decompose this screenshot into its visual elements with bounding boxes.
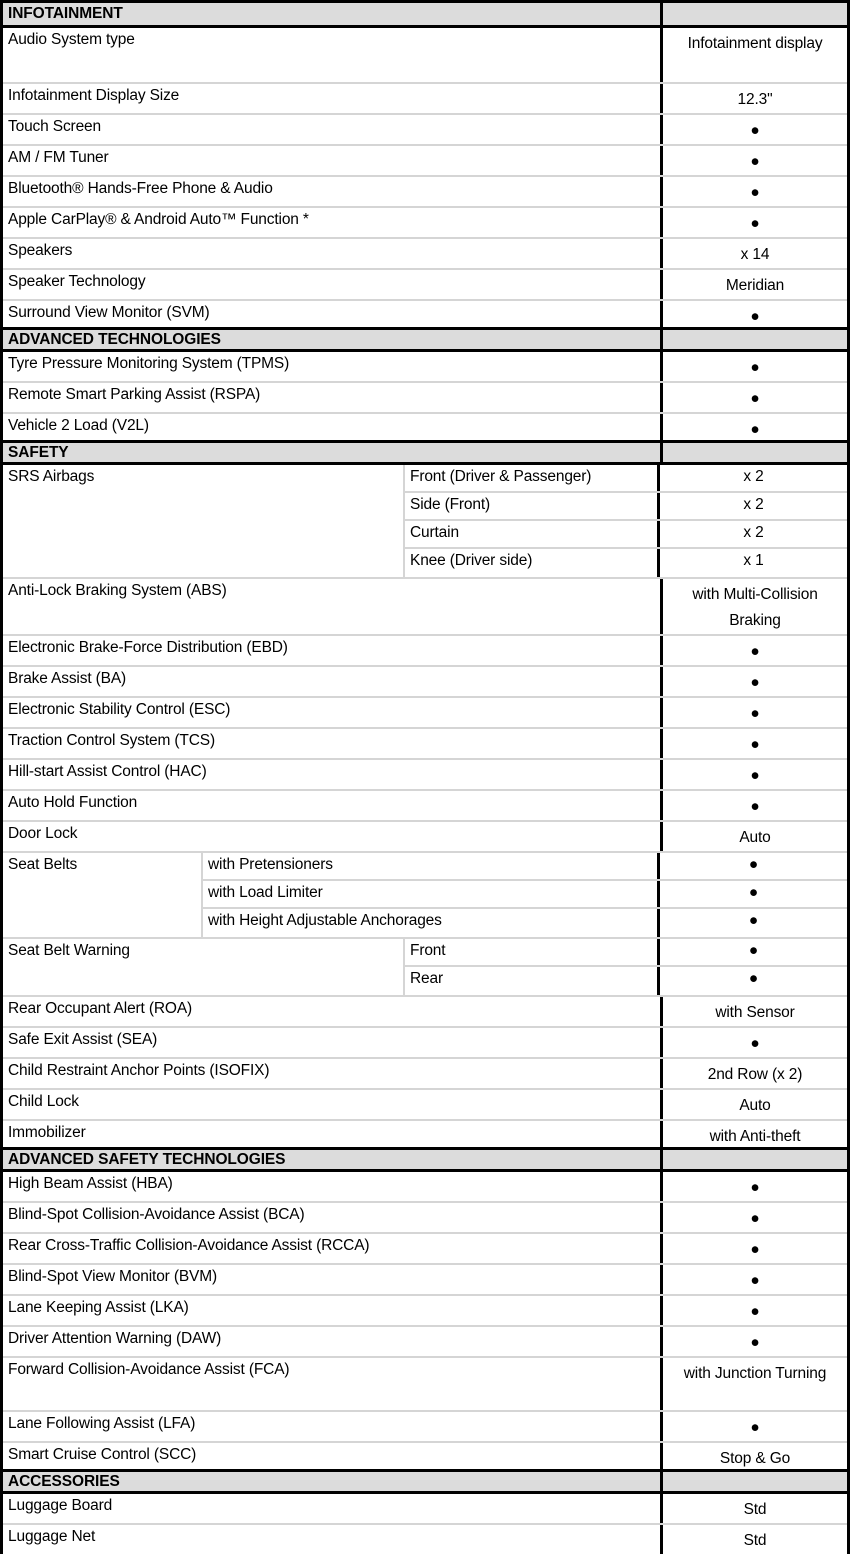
feature-value: ● — [750, 736, 760, 753]
table-row — [3, 1443, 847, 1472]
feature-label: Safe Exit Assist (SEA) — [3, 1028, 663, 1057]
feature-label: Electronic Stability Control (ESC) — [3, 698, 663, 727]
feature-label: Vehicle 2 Load (V2L) — [3, 414, 663, 443]
section-header-advanced-safety-technologies — [3, 1147, 847, 1172]
sub-feature-label: Side (Front) — [405, 493, 660, 519]
table-row — [3, 1296, 847, 1327]
feature-value: ● — [750, 798, 760, 815]
feature-label: Bluetooth® Hands-Free Phone & Audio — [3, 177, 663, 206]
table-row — [3, 1265, 847, 1296]
table-row — [3, 997, 847, 1028]
feature-label: Speakers — [3, 239, 663, 268]
section-value-blank — [663, 443, 847, 462]
feature-label: Audio System type — [3, 28, 663, 82]
feature-value: ● — [750, 390, 760, 407]
sub-feature-label: with Height Adjustable Anchorages — [203, 909, 660, 937]
feature-value: ● — [750, 1210, 760, 1227]
feature-group-rows — [405, 939, 847, 995]
feature-label: High Beam Assist (HBA) — [3, 1172, 663, 1201]
feature-group-seat-belts — [3, 853, 847, 939]
feature-label: Lane Following Assist (LFA) — [3, 1412, 663, 1441]
feature-group-rows — [203, 853, 847, 937]
section-value-blank — [663, 330, 847, 349]
feature-value: ● — [750, 184, 760, 201]
table-row — [3, 383, 847, 414]
feature-label: Blind-Spot Collision-Avoidance Assist (BCA) — [3, 1203, 663, 1232]
feature-value: x 2 — [743, 496, 764, 513]
section-header-infotainment — [3, 3, 847, 28]
table-row — [405, 967, 847, 995]
sub-feature-label: with Load Limiter — [203, 881, 660, 907]
table-row — [3, 1090, 847, 1121]
feature-label: Immobilizer — [3, 1121, 663, 1150]
table-row — [3, 239, 847, 270]
feature-label: Luggage Net — [3, 1525, 663, 1554]
section-value-blank — [663, 1150, 847, 1169]
section-title: INFOTAINMENT — [3, 3, 663, 25]
feature-label: Surround View Monitor (SVM) — [3, 301, 663, 330]
feature-label: Forward Collision-Avoidance Assist (FCA) — [3, 1358, 663, 1410]
table-row — [203, 853, 847, 881]
table-row — [3, 579, 847, 636]
table-row — [3, 698, 847, 729]
table-row — [405, 549, 847, 577]
feature-label: Touch Screen — [3, 115, 663, 144]
table-row — [3, 1358, 847, 1412]
feature-label: Lane Keeping Assist (LKA) — [3, 1296, 663, 1325]
feature-value: with Anti-theft — [709, 1128, 801, 1145]
feature-value: ● — [750, 1334, 760, 1351]
feature-value: 2nd Row (x 2) — [707, 1066, 803, 1083]
feature-value: Stop & Go — [719, 1450, 791, 1467]
feature-value: ● — [750, 1419, 760, 1436]
section-title: SAFETY — [3, 443, 663, 462]
table-row — [203, 909, 847, 937]
table-row — [3, 177, 847, 208]
feature-value: ● — [748, 884, 759, 901]
feature-label: Apple CarPlay® & Android Auto™ Function * — [3, 208, 663, 237]
feature-group-rows — [405, 465, 847, 577]
table-row — [203, 881, 847, 909]
feature-value: Std — [743, 1501, 767, 1518]
feature-value: ● — [750, 308, 760, 325]
feature-value: Auto — [739, 1097, 771, 1114]
feature-group-srs-airbags — [3, 465, 847, 579]
feature-label: SRS Airbags — [3, 465, 405, 577]
table-row — [405, 465, 847, 493]
table-row — [3, 28, 847, 84]
sub-feature-label: Curtain — [405, 521, 660, 547]
table-row — [3, 270, 847, 301]
sub-feature-label: Front — [405, 939, 660, 965]
feature-group-seat-belt-warning — [3, 939, 847, 997]
feature-label: Electronic Brake-Force Distribution (EBD) — [3, 636, 663, 665]
section-value-blank — [663, 3, 847, 25]
feature-value: ● — [750, 674, 760, 691]
feature-label: Luggage Board — [3, 1494, 663, 1523]
feature-value: ● — [750, 1179, 760, 1196]
table-row — [3, 414, 847, 443]
feature-label: Child Restraint Anchor Points (ISOFIX) — [3, 1059, 663, 1088]
feature-value: x 14 — [740, 246, 770, 263]
table-row — [3, 1028, 847, 1059]
section-title: ACCESSORIES — [3, 1472, 663, 1491]
feature-label: Driver Attention Warning (DAW) — [3, 1327, 663, 1356]
feature-value: ● — [750, 153, 760, 170]
sub-feature-label: with Pretensioners — [203, 853, 660, 879]
feature-label: Child Lock — [3, 1090, 663, 1119]
feature-value: Auto — [739, 829, 771, 846]
table-row — [3, 791, 847, 822]
feature-value: ● — [748, 942, 759, 959]
feature-value: with Junction Turning — [683, 1365, 827, 1382]
feature-value: with Multi-Collision Braking — [692, 586, 818, 629]
feature-value: ● — [750, 1303, 760, 1320]
table-row — [405, 939, 847, 967]
feature-label: Remote Smart Parking Assist (RSPA) — [3, 383, 663, 412]
table-row — [3, 729, 847, 760]
table-row — [3, 1121, 847, 1150]
table-row — [3, 1059, 847, 1090]
feature-value: ● — [750, 1272, 760, 1289]
feature-value: 12.3" — [737, 91, 773, 108]
feature-value: ● — [750, 1241, 760, 1258]
feature-value: Std — [743, 1532, 767, 1549]
feature-label: Smart Cruise Control (SCC) — [3, 1443, 663, 1472]
feature-value: ● — [748, 912, 759, 929]
feature-value: ● — [750, 767, 760, 784]
feature-label: Door Lock — [3, 822, 663, 851]
table-row — [3, 208, 847, 239]
table-row — [405, 521, 847, 549]
table-row — [3, 822, 847, 853]
section-header-advanced-technologies — [3, 327, 847, 352]
feature-label: Traction Control System (TCS) — [3, 729, 663, 758]
feature-value: x 1 — [743, 552, 764, 569]
feature-label: Brake Assist (BA) — [3, 667, 663, 696]
sub-feature-label: Front (Driver & Passenger) — [405, 465, 660, 491]
feature-value: ● — [748, 856, 759, 873]
table-row — [3, 1494, 847, 1525]
feature-label: Rear Cross-Traffic Collision-Avoidance Assist (RCCA) — [3, 1234, 663, 1263]
table-row — [3, 301, 847, 330]
table-row — [3, 1327, 847, 1358]
feature-label: Auto Hold Function — [3, 791, 663, 820]
feature-label: Rear Occupant Alert (ROA) — [3, 997, 663, 1026]
table-row — [3, 667, 847, 698]
feature-label: Blind-Spot View Monitor (BVM) — [3, 1265, 663, 1294]
table-row — [3, 760, 847, 791]
table-row — [3, 1203, 847, 1234]
feature-label: Hill-start Assist Control (HAC) — [3, 760, 663, 789]
table-row — [3, 352, 847, 383]
feature-value: ● — [750, 359, 760, 376]
table-row — [405, 493, 847, 521]
section-title: ADVANCED SAFETY TECHNOLOGIES — [3, 1150, 663, 1169]
table-row — [3, 84, 847, 115]
section-title: ADVANCED TECHNOLOGIES — [3, 330, 663, 349]
table-row — [3, 1525, 847, 1554]
section-header-safety — [3, 440, 847, 465]
sub-feature-label: Rear — [405, 967, 660, 995]
table-row — [3, 1172, 847, 1203]
sub-feature-label: Knee (Driver side) — [405, 549, 660, 577]
feature-value: ● — [750, 643, 760, 660]
feature-value: with Sensor — [715, 1004, 795, 1021]
feature-label: Seat Belt Warning — [3, 939, 405, 995]
feature-value: ● — [750, 421, 760, 438]
feature-label: Infotainment Display Size — [3, 84, 663, 113]
feature-value: ● — [748, 970, 759, 987]
feature-value: ● — [750, 705, 760, 722]
feature-value: x 2 — [743, 468, 764, 485]
feature-label: AM / FM Tuner — [3, 146, 663, 175]
feature-label: Tyre Pressure Monitoring System (TPMS) — [3, 352, 663, 381]
feature-value: ● — [750, 1035, 760, 1052]
feature-value: Meridian — [725, 277, 785, 294]
feature-value: x 2 — [743, 524, 764, 541]
feature-label: Anti-Lock Braking System (ABS) — [3, 579, 663, 634]
table-row — [3, 115, 847, 146]
feature-value: ● — [750, 215, 760, 232]
table-row — [3, 146, 847, 177]
table-row — [3, 636, 847, 667]
feature-label: Seat Belts — [3, 853, 203, 937]
feature-value: Infotainment display — [687, 35, 823, 52]
table-row — [3, 1234, 847, 1265]
table-row — [3, 1412, 847, 1443]
feature-label: Speaker Technology — [3, 270, 663, 299]
feature-value: ● — [750, 122, 760, 139]
